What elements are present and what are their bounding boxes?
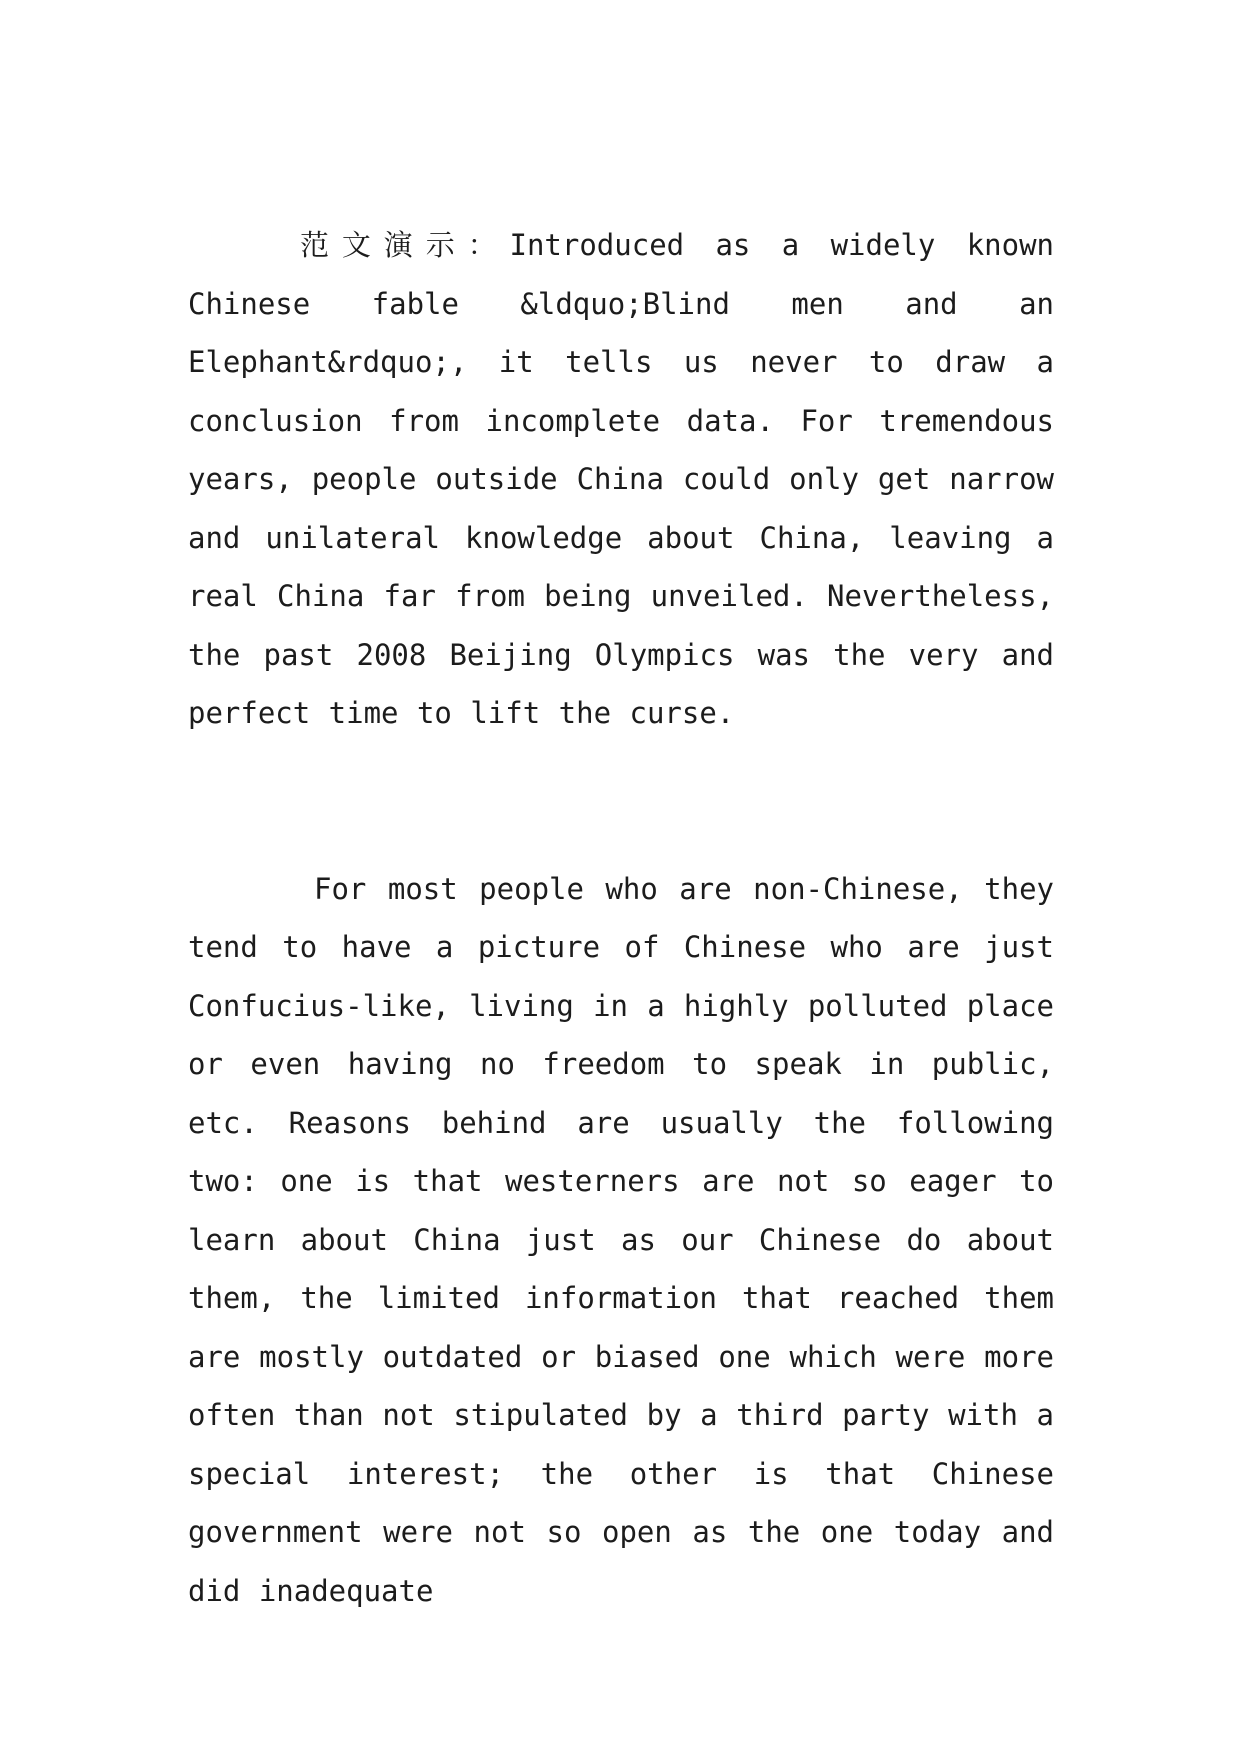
paragraph-body: For most people who are non-Chinese, they tend to have a picture of Chinese who are just Confucius-like, living in a highly polluted place or even having no freedom to speak in public, etc. Reasons behind are usually the following two: one is that westerners are not so eager to learn about China just as our Chinese do about them, the limited information that reached them are mostly outdated or biased one which were more often than not stipulated by a third party with a special interest; the other is that Chinese government were not so open as the one today and did inadequate bbox=[188, 871, 1054, 1608]
document-body bbox=[188, 216, 1054, 1620]
paragraph-intro: 范文演示：Introduced as a widely known Chinese fable &ldquo;Blind men and an Elephant&rdquo;, it tells us never to draw a conclusion from incomplete data. For tremendous years, people outside China could only get narrow and unilateral knowledge about China, leaving a real China far from being unveiled. Nevertheless, the past 2008 Beijing Olympics was the very and perfect time to lift the curse. bbox=[188, 228, 1054, 730]
